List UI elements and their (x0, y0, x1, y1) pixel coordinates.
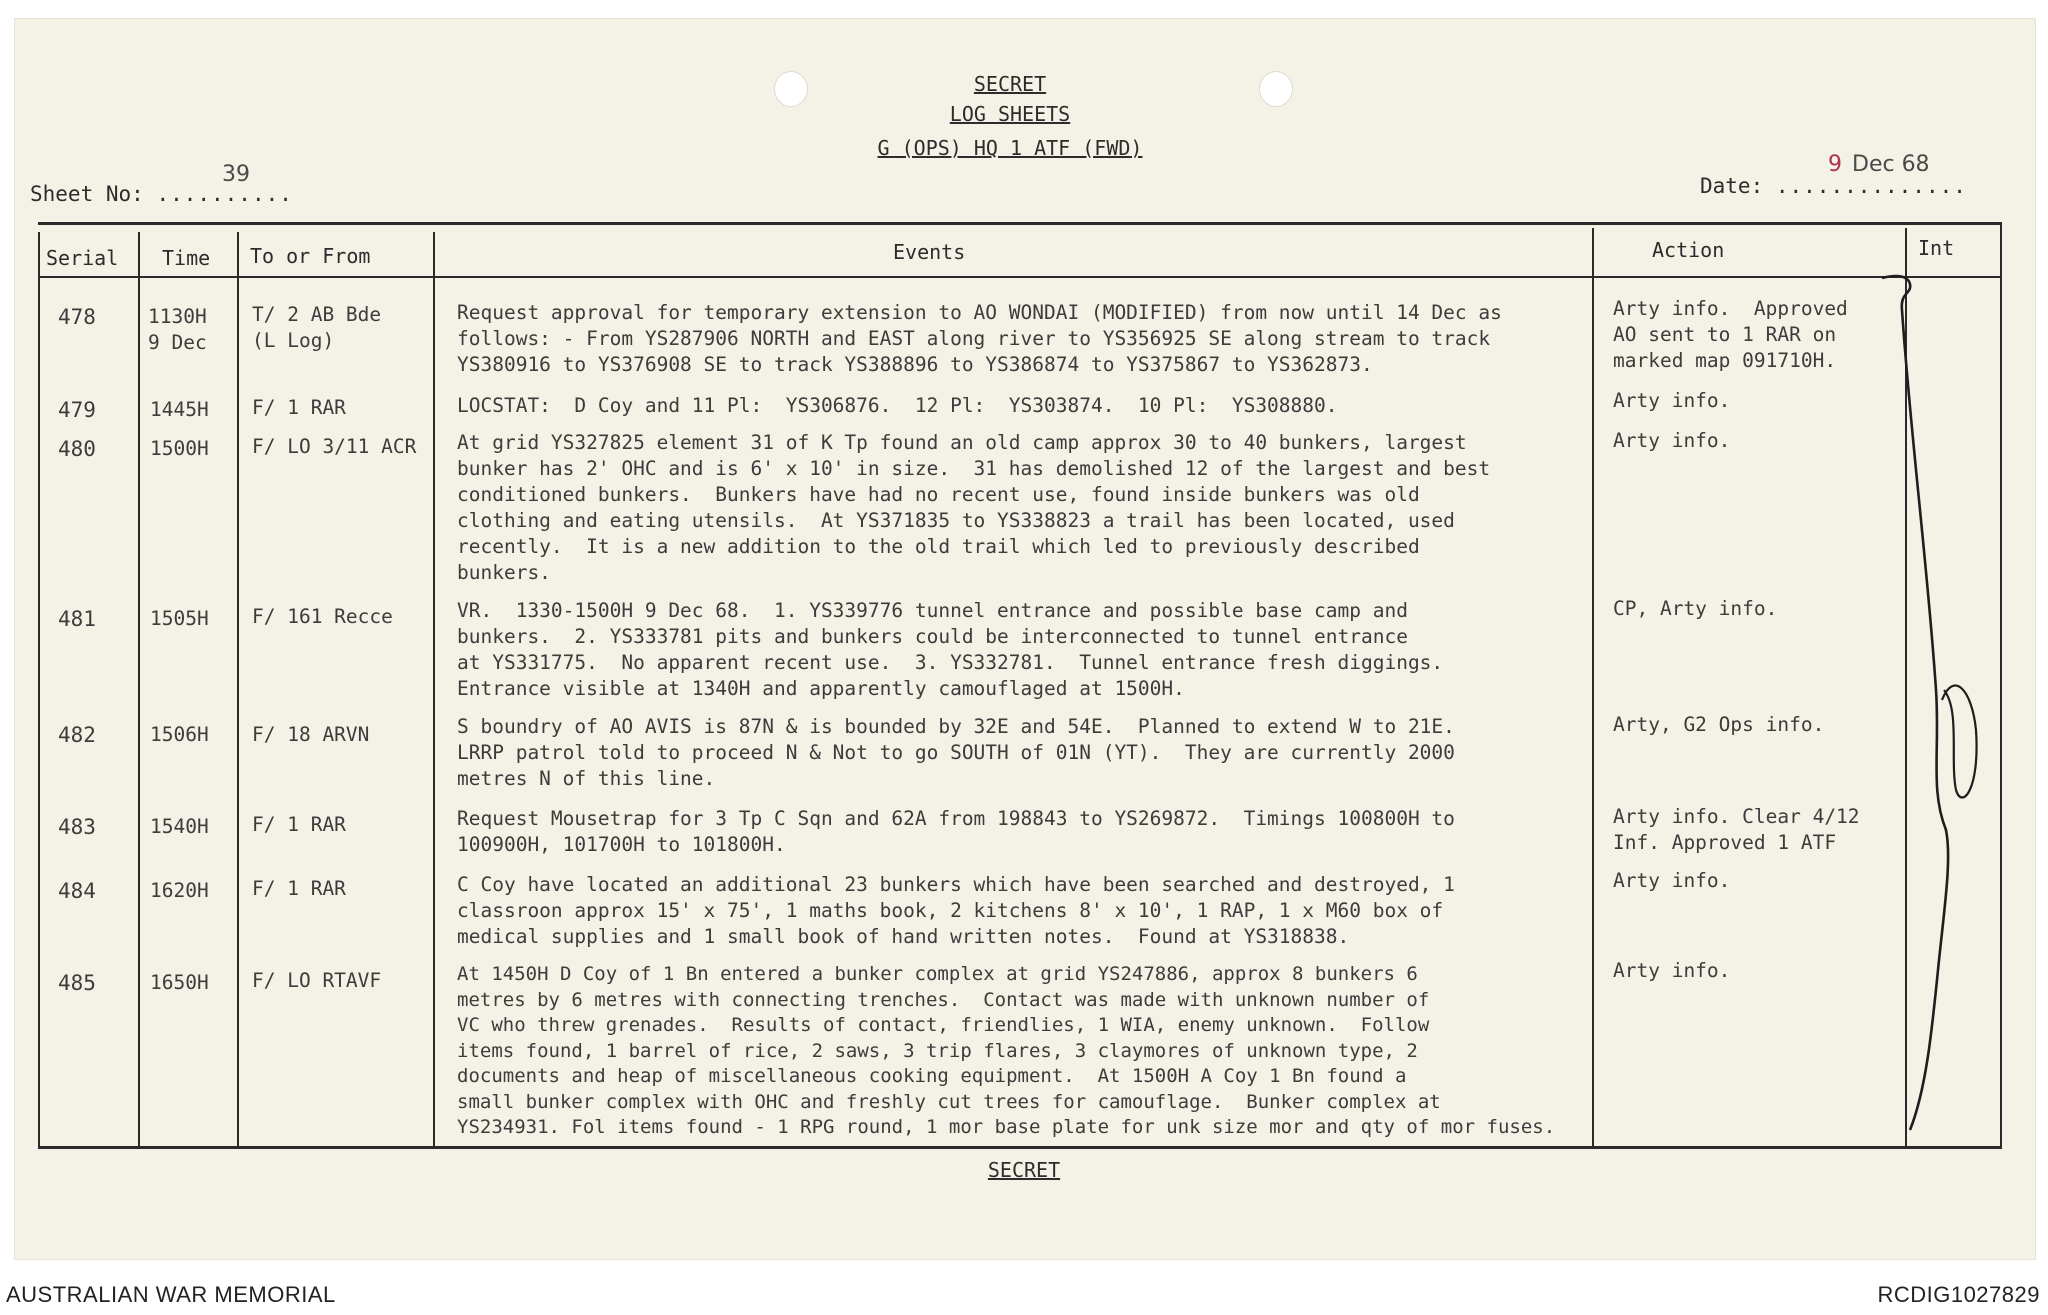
row-482-to-from: F/ 18 ARVN (252, 723, 370, 746)
row-485-events: At 1450H D Coy of 1 Bn entered a bunker complex at grid YS247886, approx 8 bunkers 6 metres by 6 metres with connecting trenches. Contact was made with unknown number of VC who threw grenades. Results of contact, friendlies, 1 WIA, enemy unknown. Follow items found, 1 barrel of rice, 2 saws, 3 trip flares, 3 claymores of unknown type, 2 documents and heap of miscellaneous cooking equipment. At 1500H A Coy 1 Bn found a small bunker complex with OHC and freshly cut trees for camouflage. Bunker complex at YS234931. Fol items found - 1 RPG round, 1 mor base plate for unk size mor and qty of mor fuses. (457, 963, 1556, 1138)
sheet-number-dots: .......... (156, 182, 293, 206)
row-484-to-from: F/ 1 RAR (252, 877, 346, 900)
row-484-serial: 484 (58, 879, 96, 903)
column-header-int: Int (1918, 236, 1955, 260)
row-480-to-from: F/ LO 3/11 ACR (252, 435, 417, 458)
row-478-to-from: T/ 2 AB Bde (L Log) (252, 303, 382, 352)
row-480-time: 1500H (150, 437, 209, 460)
row-483-time: 1540H (150, 815, 209, 838)
row-483-to-from: F/ 1 RAR (252, 813, 346, 836)
col-divider-tofrom (237, 232, 239, 1146)
catalogue-id-caption: RCDIG1027829 (1877, 1282, 2040, 1307)
col-divider-time (138, 232, 140, 1146)
row-478-events: Request approval for temporary extension to AO WONDAI (MODIFIED) from now until 14 Dec as follows: - From YS287906 NORTH and EAST along river to YS356925 SE along stream to track YS380916 to YS376908 SE to track YS388896 to YS386874 to YS375867 to YS362873. (457, 301, 1502, 376)
column-header-time: Time (162, 246, 211, 270)
row-480-serial: 480 (58, 437, 96, 461)
row-485-action: Arty info. (1613, 959, 1731, 982)
row-484-events: C Coy have located an additional 23 bunkers which have been searched and destroyed, 1 classroon approx 15' x 75', 1 maths book, 2 kitchens 8' x 10', 1 RAP, 1 x M60 box of medical supplies and 1 small book of hand written notes. Found at YS318838. (457, 873, 1455, 948)
header-secret: SECRET (973, 72, 1047, 96)
table-top-rule (38, 222, 2002, 225)
handwritten-bracket-mark (1880, 270, 2000, 1140)
row-481-events: VR. 1330-1500H 9 Dec 68. 1. YS339776 tunnel entrance and possible base camp and bunkers. 2. YS333781 pits and bunkers could be interconnected to tunnel entrance at YS331775. No apparent recent use. 3. YS332781. Tunnel entrance fresh diggings. Entrance visible at 1340H and apparently camouflaged at 1500H. (457, 599, 1444, 700)
col-divider-right (2000, 222, 2002, 1148)
row-482-action: Arty, G2 Ops info. (1613, 713, 1825, 736)
date-dots: .............. (1775, 174, 1967, 198)
date-month-handwritten: Dec 68 (1852, 152, 1930, 177)
row-482-events: S boundry of AO AVIS is 87N & is bounded by 32E and 54E. Planned to extend W to 21E. LRRP patrol told to proceed N & Not to go SOUTH of 01N (YT). They are currently 2000 metres N of this line. (457, 715, 1455, 790)
row-481-serial: 481 (58, 607, 96, 631)
row-481-action: CP, Arty info. (1613, 597, 1778, 620)
row-483-serial: 483 (58, 815, 96, 839)
col-divider-action (1592, 228, 1594, 1146)
row-481-time: 1505H (150, 607, 209, 630)
footer-secret: SECRET (987, 1158, 1061, 1182)
col-divider-serial (38, 232, 40, 1146)
row-479-to-from: F/ 1 RAR (252, 396, 346, 419)
table-header-rule (38, 276, 2002, 278)
date-field (1700, 174, 1967, 198)
date-day-handwritten: 9 (1828, 152, 1842, 177)
row-478-serial: 478 (58, 305, 96, 329)
row-484-action: Arty info. (1613, 869, 1731, 892)
row-479-serial: 479 (58, 398, 96, 422)
institution-caption: AUSTRALIAN WAR MEMORIAL (6, 1282, 336, 1307)
sheet-number-handwritten: 39 (222, 162, 250, 187)
row-484-time: 1620H (150, 879, 209, 902)
row-478-time: 1130H 9 Dec (148, 305, 207, 354)
row-485-serial: 485 (58, 971, 96, 995)
column-header-action: Action (1652, 238, 1725, 262)
date-label: Date: (1700, 174, 1764, 198)
row-479-time: 1445H (150, 398, 209, 421)
column-header-serial: Serial (46, 246, 119, 270)
col-divider-events (433, 232, 435, 1146)
row-479-action: Arty info. (1613, 389, 1731, 412)
row-481-to-from: F/ 161 Recce (252, 605, 393, 628)
header-unit: G (OPS) HQ 1 ATF (FWD) (877, 136, 1143, 160)
sheet-number-field (30, 182, 293, 206)
row-478-action: Arty info. Approved AO sent to 1 RAR on marked map 091710H. (1613, 297, 1848, 372)
row-485-time: 1650H (150, 971, 209, 994)
column-header-to-from: To or From (250, 244, 371, 268)
row-480-action: Arty info. (1613, 429, 1731, 452)
row-480-events: At grid YS327825 element 31 of K Tp found an old camp approx 30 to 40 bunkers, largest bunker has 2' OHC and is 6' x 10' in size. 31 has demolished 12 of the largest and best conditioned bunkers. Bunkers have had no recent use, found inside bunkers was old clothing and eating utensils. At YS371835 to YS338823 a trail has been located, used recently. It is a new addition to the old trail which led to previously described bunkers. (457, 431, 1491, 584)
header-log-sheets: LOG SHEETS (949, 102, 1071, 126)
row-482-time: 1506H (150, 723, 209, 746)
table-bottom-rule (38, 1146, 2002, 1149)
row-482-serial: 482 (58, 723, 96, 747)
row-483-events: Request Mousetrap for 3 Tp C Sqn and 62A from 198843 to YS269872. Timings 100800H to 100900H, 101700H to 101800H. (457, 807, 1455, 856)
row-485-to-from: F/ LO RTAVF (252, 969, 382, 992)
row-483-action: Arty info. Clear 4/12 Inf. Approved 1 ATF (1613, 805, 1860, 854)
row-479-events: LOCSTAT: D Coy and 11 Pl: YS306876. 12 Pl: YS303874. 10 Pl: YS308880. (457, 394, 1338, 417)
column-header-events: Events (893, 240, 966, 264)
sheet-number-label: Sheet No: (30, 182, 144, 206)
